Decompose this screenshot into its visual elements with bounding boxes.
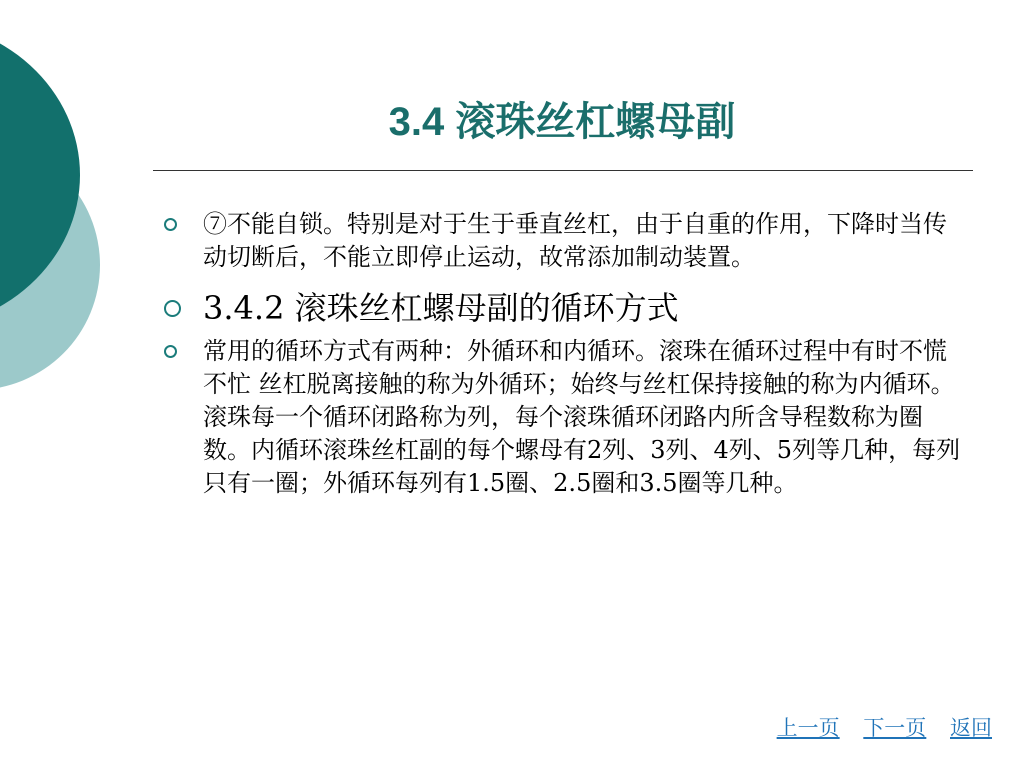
title-divider <box>153 170 973 171</box>
bullet-item <box>160 208 970 274</box>
prev-page-link[interactable]: 上一页 <box>776 716 840 740</box>
bullet-circle-icon <box>164 218 177 231</box>
bullet-circle-icon <box>164 300 181 317</box>
section-heading: 3.4.2 滚珠丝杠螺母副的循环方式 <box>203 289 679 327</box>
slide-content <box>160 208 970 500</box>
bullet-item-heading <box>160 286 970 330</box>
bullet-text: 常用的循环方式有两种：外循环和内循环。滚珠在循环过程中有时不慌不忙 丝杠脱离接触的称为外循环；始终与丝杠保持接触的称为内循环。滚珠每一个循环闭路称为列，每个滚珠循环闭路内所含导程数称为圈数。内循环滚珠丝杠副的每个螺母有2列、3列、4列、5列等几种，每列只有一圈；外循环每列有1.5圈、2.5圈和3.5圈等几种。 <box>203 337 961 497</box>
next-page-link[interactable]: 下一页 <box>863 716 927 740</box>
back-link[interactable]: 返回 <box>950 716 992 740</box>
slide-navigation <box>760 714 992 742</box>
bullet-text: ⑦不能自锁。特别是对于生于垂直丝杠，由于自重的作用，下降时当传动切断后，不能立即停止运动，故常添加制动装置。 <box>203 210 947 271</box>
bullet-item <box>160 335 970 500</box>
slide-title: 3.4 滚珠丝杠螺母副 <box>388 100 736 144</box>
bullet-circle-icon <box>164 345 177 358</box>
